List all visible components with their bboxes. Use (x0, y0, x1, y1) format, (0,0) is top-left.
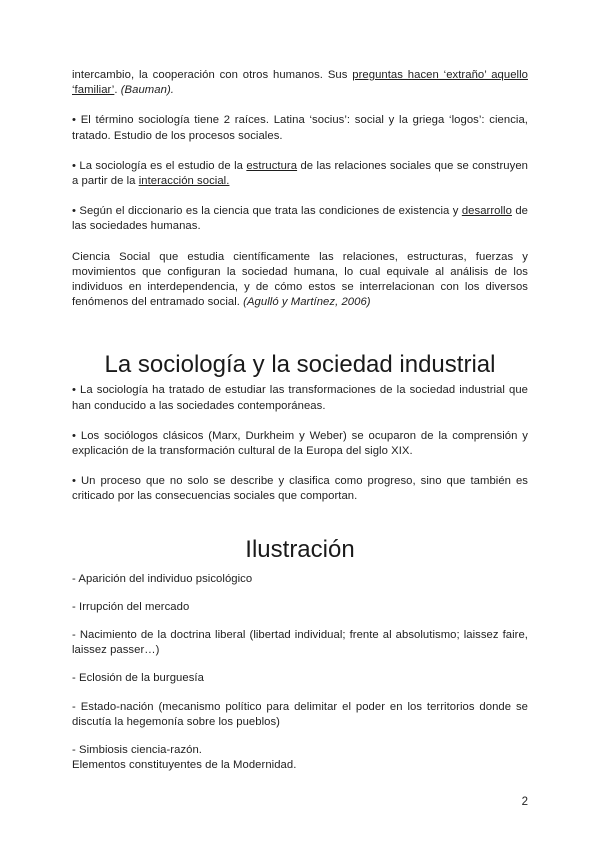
intro-paragraph-1 (72, 68, 528, 98)
section1-bullet-1: • La sociología ha tratado de estudiar las transformaciones de la sociedad industrial que han conducido a las sociedades contemporáneas. (72, 384, 528, 412)
underlined-text: interacción social. (138, 175, 230, 188)
ilustracion-item-4: - Eclosión de la burguesía (72, 672, 204, 685)
text: . (114, 84, 121, 97)
page-content (72, 68, 528, 773)
ilustracion-item-5: - Estado-nación (mecanismo político para delimitar el poder en los territorios donde se discutía la hegemonía sobre los pueblos) (72, 700, 528, 728)
underlined-text: estructura (246, 159, 298, 172)
text: Ciencia Social que estudia científicamente las relaciones, estructuras, fuerzas y movimientos que configuran la sociedad humana, lo cual equivale al análisis de los individuos en interdependencia, y de cómo estos se interrelacionan con los diversos fenómenos del entramado social. (72, 250, 528, 309)
section-title-sociedad-industrial: La sociología y la sociedad industrial (104, 351, 496, 379)
ilustracion-item-6: - Simbiosis ciencia-razón. (72, 744, 203, 757)
ilustracion-closing: Elementos constituyentes de la Modernidad. (72, 759, 297, 772)
intro-paragraph-5 (72, 250, 528, 311)
section1-bullet-3: • Un proceso que no solo se describe y clasifica como progreso, sino que también es criticado por las consecuencias sociales que comportan. (72, 475, 528, 503)
underlined-text: desarrollo (461, 205, 512, 218)
section1-bullet-2: • Los sociólogos clásicos (Marx, Durkheim y Weber) se ocuparon de la comprensión y explicación de la transformación cultural de la Europa del siglo XIX. (72, 429, 528, 458)
text: • Según el diccionario es la ciencia que trata las condiciones de existencia y (72, 205, 462, 218)
ilustracion-item-1: - Aparición del individuo psicológico (72, 572, 253, 585)
intro-paragraph-4 (72, 204, 528, 234)
underlined-text: preguntas hacen ‘extraño’ aquello ‘familiar’ (72, 69, 528, 97)
text: de las relaciones sociales que se construyen a partir de la (72, 159, 528, 188)
ilustracion-item-3: - Nacimiento de la doctrina liberal (libertad individual; frente al absolutismo; laissez faire, laissez passer…) (72, 629, 528, 657)
citation: (Agulló y Martínez, 2006) (243, 296, 371, 309)
text: intercambio, la cooperación con otros humanos. Sus (72, 69, 353, 81)
intro-paragraph-2: • El término sociología tiene 2 raíces. Latina ‘socius’: social y la griega ‘logos’: ciencia, tratado. Estudio de los procesos sociales. (72, 114, 528, 142)
section-title-ilustracion: Ilustración (245, 535, 355, 563)
intro-paragraph-3 (72, 159, 528, 189)
text: de las sociedades humanas. (72, 205, 528, 233)
text: • La sociología es el estudio de la (72, 159, 247, 172)
ilustracion-item-2: - Irrupción del mercado (72, 600, 190, 613)
citation: (Bauman). (120, 84, 174, 97)
page-number: 2 (521, 796, 528, 808)
